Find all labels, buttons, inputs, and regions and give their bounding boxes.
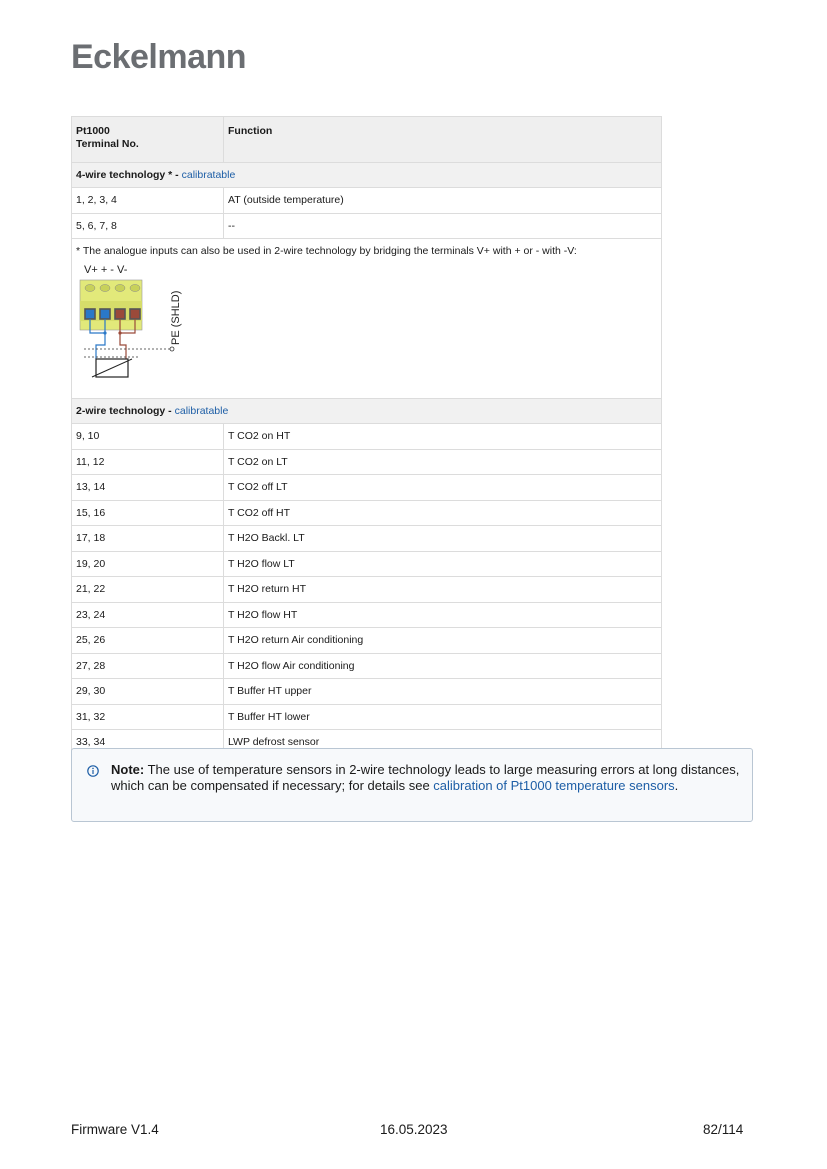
terminal-cell: 15, 16 — [72, 500, 224, 526]
function-cell: T H2O flow LT — [224, 551, 662, 577]
function-cell: T H2O flow HT — [224, 602, 662, 628]
function-cell: T CO2 off LT — [224, 475, 662, 501]
note-4wire-text: * The analogue inputs can also be used in 2-wire technology by bridging the terminals V+ with + or - with -V: — [76, 245, 577, 257]
diagram-pe-label: PE (SHLD) — [170, 290, 182, 345]
function-cell: -- — [224, 213, 662, 239]
table-row — [72, 679, 662, 705]
function-cell: T H2O flow Air conditioning — [224, 653, 662, 679]
section-2wire-title: 2-wire technology - — [76, 405, 175, 417]
footer-date: 16.05.2023 — [380, 1122, 448, 1137]
table-row — [72, 704, 662, 730]
footer-page: 82/114 — [703, 1122, 744, 1137]
note-label: Note: — [111, 762, 145, 777]
terminal-cell: 9, 10 — [72, 424, 224, 450]
section-2wire-row — [72, 399, 662, 424]
function-cell: T Buffer HT lower — [224, 704, 662, 730]
eckelmann-logo: Eckelmann — [71, 38, 247, 76]
wiring-diagram — [76, 263, 186, 383]
section-4wire-row — [72, 163, 662, 188]
function-cell: T H2O return Air conditioning — [224, 628, 662, 654]
header-function: Function — [224, 117, 662, 163]
terminal-cell: 31, 32 — [72, 704, 224, 730]
terminal-cell: 1, 2, 3, 4 — [72, 188, 224, 214]
function-cell: T CO2 on HT — [224, 424, 662, 450]
calibratable-link-2wire[interactable]: calibratable — [174, 405, 229, 417]
function-cell: T CO2 off HT — [224, 500, 662, 526]
terminal-cell: 19, 20 — [72, 551, 224, 577]
table-row — [72, 213, 662, 239]
terminal-cell: 17, 18 — [72, 526, 224, 552]
table-row — [72, 500, 662, 526]
terminal-cell: 21, 22 — [72, 577, 224, 603]
terminal-cell: 27, 28 — [72, 653, 224, 679]
table-row — [72, 577, 662, 603]
terminal-cell: 13, 14 — [72, 475, 224, 501]
table-row — [72, 475, 662, 501]
table-row — [72, 551, 662, 577]
terminal-cell: 25, 26 — [72, 628, 224, 654]
header-terminal: Pt1000 Terminal No. — [72, 117, 224, 163]
footer-firmware: Firmware V1.4 — [71, 1122, 159, 1137]
terminal-cell: 5, 6, 7, 8 — [72, 213, 224, 239]
table-row — [72, 188, 662, 214]
table-row — [72, 449, 662, 475]
calibration-link[interactable]: calibration of Pt1000 temperature sensors — [433, 778, 675, 793]
table-row — [72, 602, 662, 628]
note-text: Note: The use of temperature sensors in 2-wire technology leads to large measuring errors at long distances, which can be compensated if necessary; for details see calibration of Pt1000 temperature sensors. — [111, 762, 740, 793]
function-cell: AT (outside temperature) — [224, 188, 662, 214]
table-row — [72, 424, 662, 450]
table-row — [72, 628, 662, 654]
terminal-cell: 11, 12 — [72, 449, 224, 475]
function-cell: T H2O return HT — [224, 577, 662, 603]
terminal-cell: 23, 24 — [72, 602, 224, 628]
info-icon — [87, 765, 99, 777]
note-4wire-row — [72, 239, 662, 399]
function-cell: T H2O Backl. LT — [224, 526, 662, 552]
function-cell: T Buffer HT upper — [224, 679, 662, 705]
table-row — [72, 653, 662, 679]
function-cell: T CO2 on LT — [224, 449, 662, 475]
diagram-terminal-labels: V+ + - V- — [84, 264, 128, 276]
terminal-cell: 33, 34 — [72, 730, 224, 756]
terminal-cell: 29, 30 — [72, 679, 224, 705]
calibratable-link-4wire[interactable]: calibratable — [181, 169, 236, 181]
terminal-table — [71, 116, 662, 756]
table-header-row — [72, 117, 662, 163]
table-row — [72, 526, 662, 552]
note-callout — [71, 748, 753, 822]
section-4wire-title: 4-wire technology * - — [76, 169, 182, 181]
function-cell: LWP defrost sensor — [224, 730, 662, 756]
